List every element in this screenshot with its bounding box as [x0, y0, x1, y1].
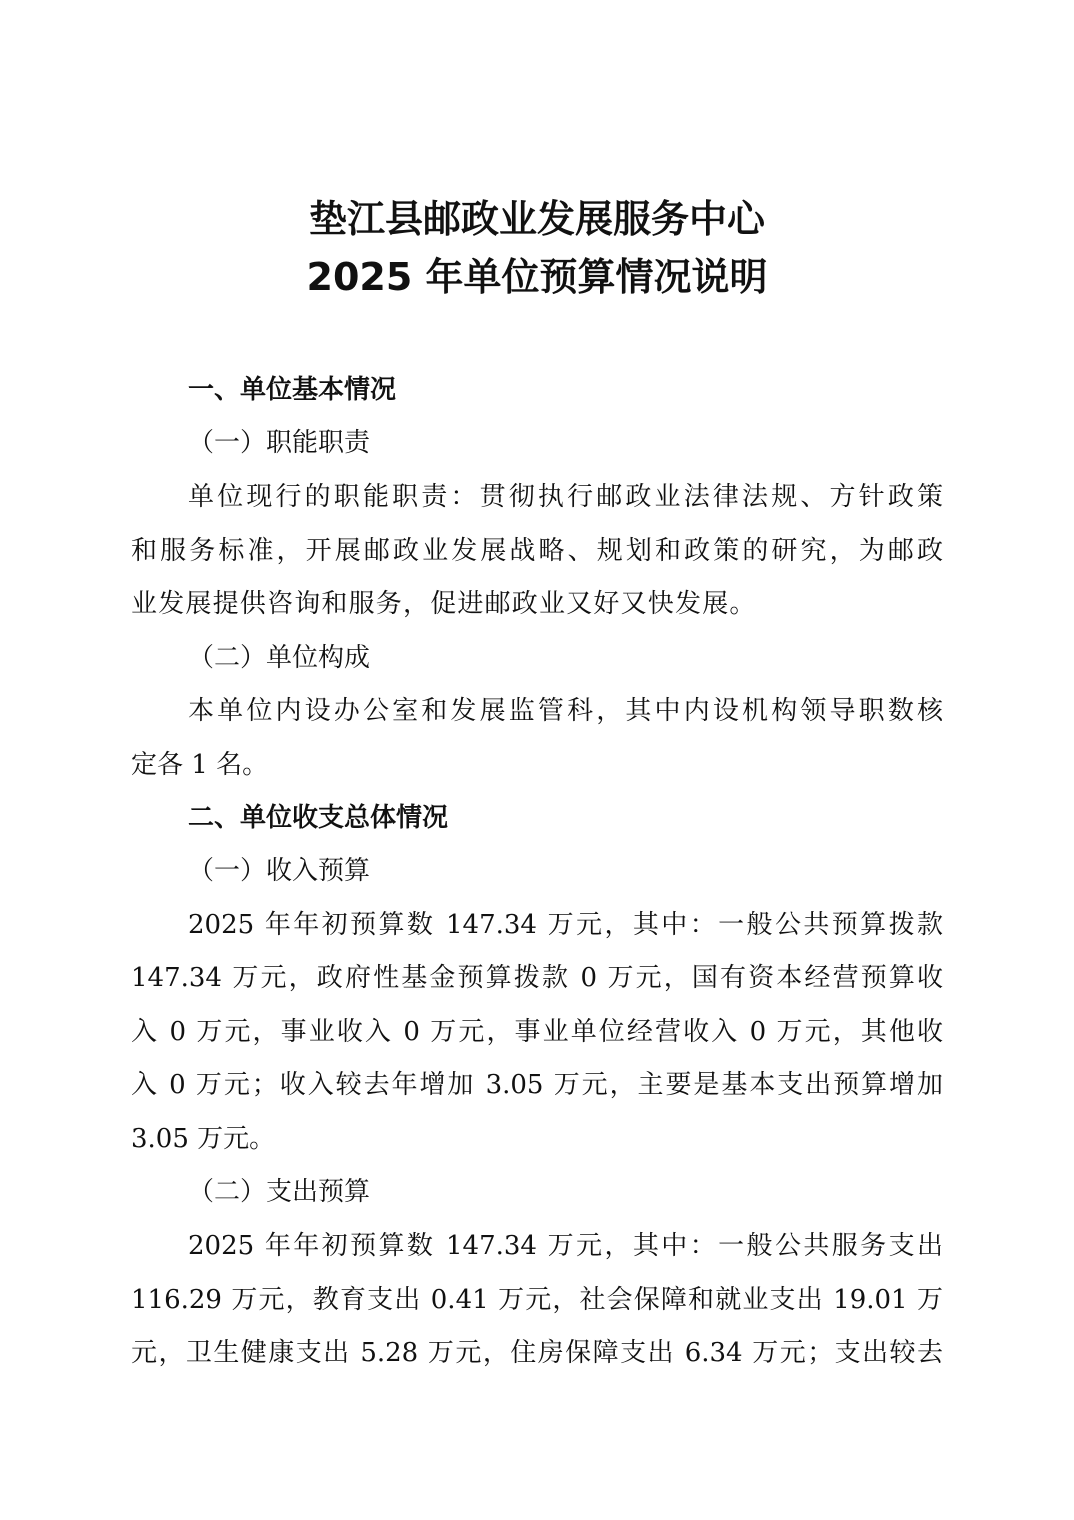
section-heading-budget-overview: 二、单位收支总体情况 [188, 803, 449, 833]
subsection-heading-income-budget: （一）收入预算 [188, 856, 371, 886]
paragraph-line: 定各 1 名。 [131, 750, 269, 780]
document-title-line1: 垫江县邮政业发展服务中心 [308, 197, 765, 241]
paragraph-line: 和服务标准，开展邮政业发展战略、规划和政策的研究，为邮政 [131, 536, 943, 566]
paragraph-line: 元，卫生健康支出 5.28 万元，住房保障支出 6.34 万元；支出较去 [131, 1338, 943, 1368]
subsection-heading-functions: （一）职能职责 [188, 428, 371, 458]
paragraph-line: 116.29 万元，教育支出 0.41 万元，社会保障和就业支出 19.01 万 [131, 1285, 943, 1315]
paragraph-line: 2025 年年初预算数 147.34 万元，其中：一般公共预算拨款 [188, 910, 943, 940]
paragraph-line: 3.05 万元。 [131, 1124, 276, 1154]
section-heading-basic-info: 一、单位基本情况 [188, 375, 397, 405]
paragraph-line: 业发展提供咨询和服务，促进邮政业又好又快发展。 [131, 589, 757, 619]
paragraph-line: 单位现行的职能职责：贯彻执行邮政业法律法规、方针政策 [188, 482, 943, 512]
paragraph-line: 本单位内设办公室和发展监管科，其中内设机构领导职数核 [188, 696, 943, 726]
paragraph-line: 147.34 万元，政府性基金预算拨款 0 万元，国有资本经营预算收 [131, 963, 943, 993]
document-title-line2: 2025 年单位预算情况说明 [306, 255, 768, 299]
subsection-heading-expense-budget: （二）支出预算 [188, 1177, 371, 1207]
subsection-heading-structure: （二）单位构成 [188, 643, 371, 673]
paragraph-line: 入 0 万元；收入较去年增加 3.05 万元，主要是基本支出预算增加 [131, 1070, 943, 1100]
paragraph-line: 2025 年年初预算数 147.34 万元，其中：一般公共服务支出 [188, 1231, 943, 1261]
paragraph-line: 入 0 万元，事业收入 0 万元，事业单位经营收入 0 万元，其他收 [131, 1017, 943, 1047]
